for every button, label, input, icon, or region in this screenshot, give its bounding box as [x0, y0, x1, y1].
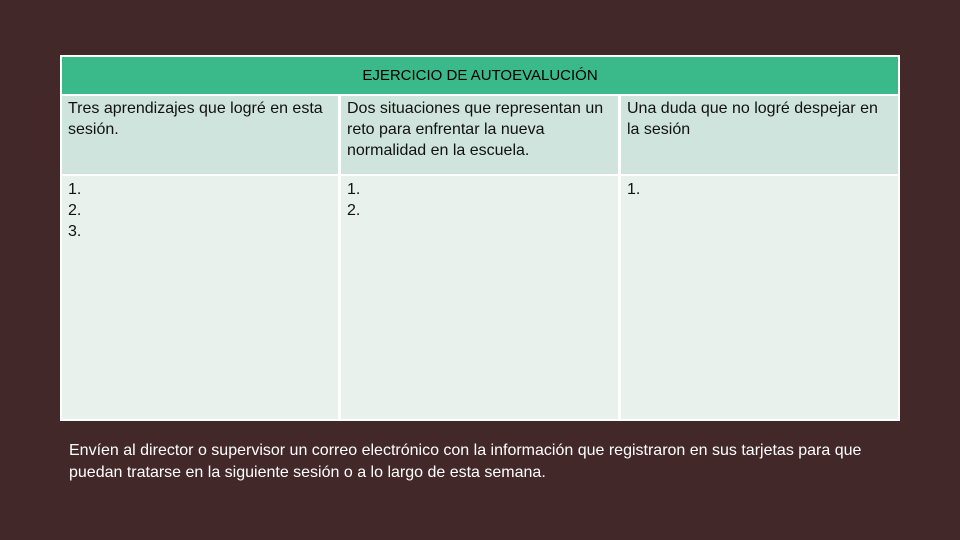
cell-learnings: [62, 176, 338, 419]
self-evaluation-table: [60, 55, 900, 421]
cell-doubt: [621, 176, 898, 419]
instructions-text: Envíen al director o supervisor un correo electrónico con la información que registraron en sus tarjetas para que puedan tratarse en la siguiente sesión o a lo largo de esta semana.: [69, 442, 862, 481]
list-item: 2.: [347, 202, 361, 219]
header-challenges: Dos situaciones que representan un reto para enfrentar la nueva normalidad en la escuela.: [341, 96, 618, 174]
list-item: 1.: [68, 181, 82, 198]
cell-challenges: [341, 176, 618, 419]
table-title: EJERCICIO DE AUTOEVALUCIÓN: [62, 57, 898, 94]
header-learnings: Tres aprendizajes que logré en esta sesión.: [62, 96, 338, 174]
list-item: 1.: [627, 181, 641, 198]
header-doubt: Una duda que no logré despejar en la sesión: [621, 96, 898, 174]
list-item: 3.: [68, 223, 82, 240]
list-item: 1.: [347, 181, 361, 198]
list-item: 2.: [68, 202, 82, 219]
